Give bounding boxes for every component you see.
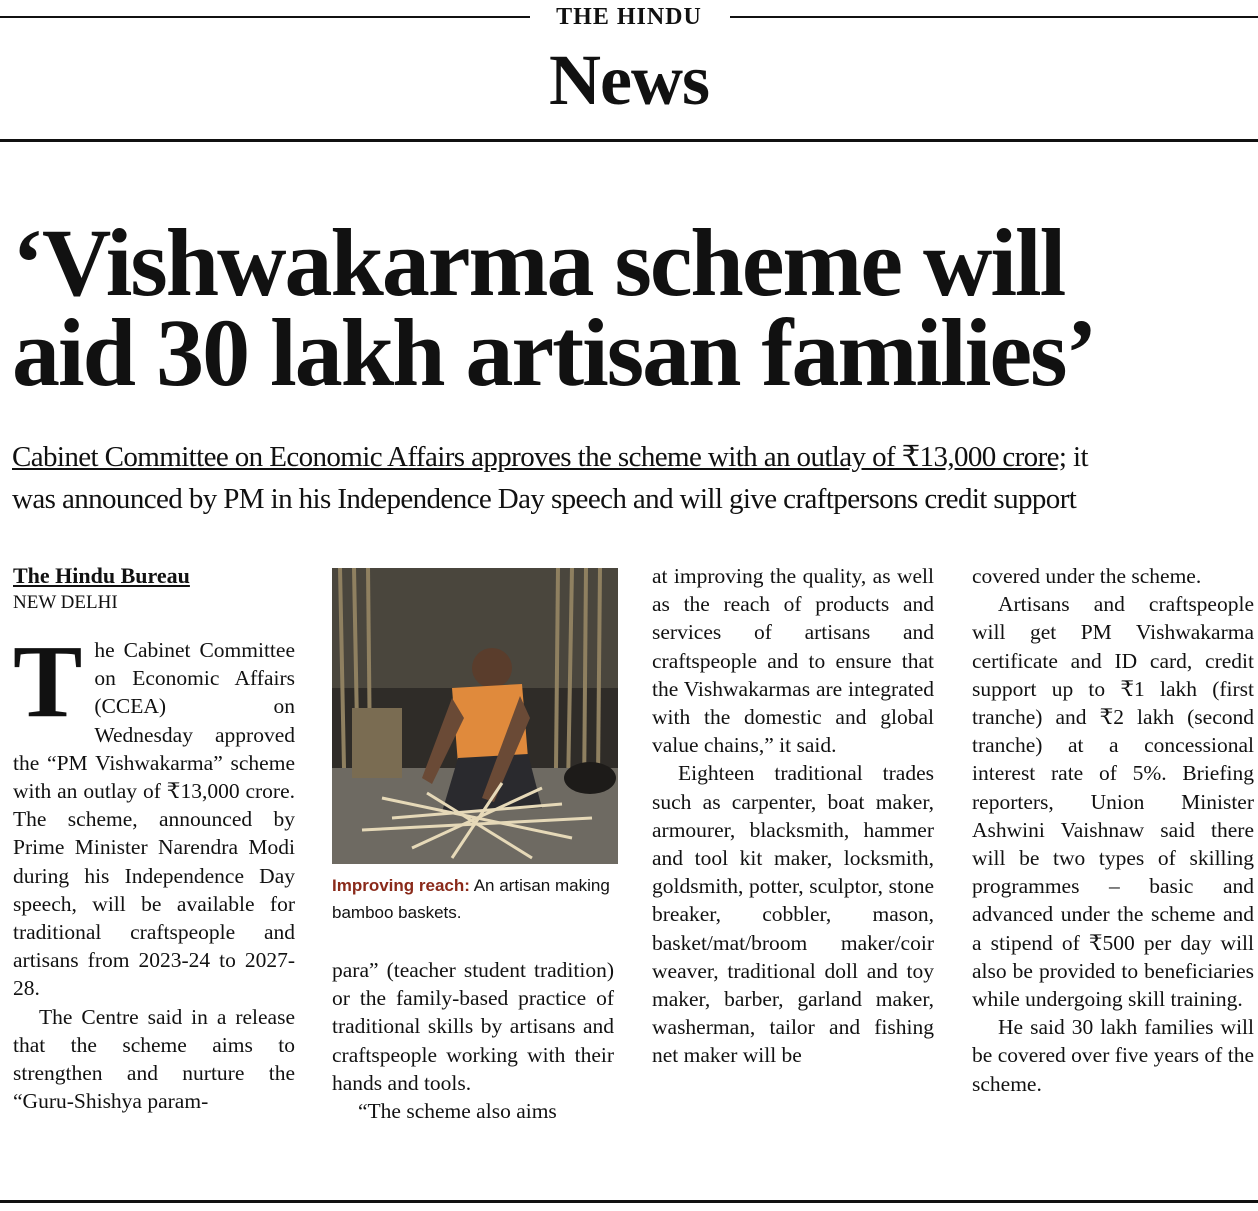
paragraph-9: He said 30 lakh families will be covered over five years of the scheme.: [972, 1015, 1254, 1096]
deck: [12, 436, 1252, 520]
headline-line-1: ‘Vishwakarma scheme will: [12, 209, 1065, 316]
paragraph-5: at improving the quality, as well as the reach of products and services of artisans and craftspeople and to ensure that the Vishwakarmas are integrated with the domestic and global value chains,” it said.: [652, 564, 934, 758]
paragraph-3: para” (teacher student tradition) or the family-based practice of traditional skills by artisans and craftspeople working with their hands and tools.: [332, 958, 614, 1095]
paragraph-4: “The scheme also aims: [358, 1099, 557, 1124]
paragraph-6: Eighteen traditional trades such as carpenter, boat maker, armourer, blacksmith, hammer and tool kit maker, locksmith, goldsmith, potter, sculptor, stone breaker, cobbler, mason, basket/mat/broom maker/coir weaver, traditional doll and toy maker, barber, garland maker, washerman, tailor and fishing net maker will be: [652, 761, 934, 1068]
section-title: News: [549, 40, 709, 120]
drop-cap: T: [13, 624, 83, 739]
paragraph-2: The Centre said in a release that the scheme aims to strengthen and nurture the “Guru-Shishya param-: [13, 1004, 295, 1114]
caption-lead: Improving reach:: [332, 876, 470, 895]
column-2: [332, 956, 614, 1125]
section-rule: [0, 139, 1258, 142]
bottom-rule: [0, 1200, 1258, 1203]
photo-illustration: [332, 568, 618, 864]
masthead-title: THE HINDU: [542, 4, 716, 30]
paragraph-7: covered under the scheme.: [972, 564, 1202, 588]
masthead: [0, 4, 1258, 31]
headline: [12, 209, 1252, 406]
artisan-photo: [332, 568, 618, 864]
paragraph-8: Artisans and craftspeople will get PM Vishwakarma certificate and ID card, credit support up to ₹1 lakh (first tranche) and ₹2 lakh (second tranche) at a concessional interest rate of 5%. Briefing reporters, Union Minister Ashwini Vaishnaw said there will be two types of skilling programmes – basic and advanced under the scheme and a stipend of ₹500 per day will also be provided to beneficiaries while undergoing skill training.: [972, 592, 1254, 1012]
photo-caption: [332, 872, 618, 926]
column-1: [13, 562, 295, 1115]
dateline: NEW DELHI: [13, 592, 118, 613]
deck-line-1-rest: it: [1066, 441, 1088, 473]
column-3: [652, 562, 934, 1070]
column-4: [972, 562, 1254, 1098]
paragraph-1-text: he Cabinet Committee on Economic Affairs (CCEA) on Wednesday approved the “PM Vishwakarma” scheme with an outlay of ₹13,000 crore. The scheme, announced by Prime Minister Narendra Modi during his Independence Day speech, will be available for traditional craftspeople and artisans from 2023-24 to 2027-28.: [13, 638, 295, 1001]
headline-line-2: aid 30 lakh artisan families’: [12, 299, 1096, 406]
deck-underlined: Cabinet Committee on Economic Affairs approves the scheme with an outlay of ₹13,000 crore;: [12, 441, 1067, 473]
byline: The Hindu Bureau: [13, 563, 190, 588]
deck-line-2: was announced by PM in his Independence Day speech and will give craftpersons credit support: [12, 483, 1077, 515]
paragraph-1: [13, 624, 295, 1003]
caption-text: An artisan making bamboo baskets.: [332, 876, 610, 922]
